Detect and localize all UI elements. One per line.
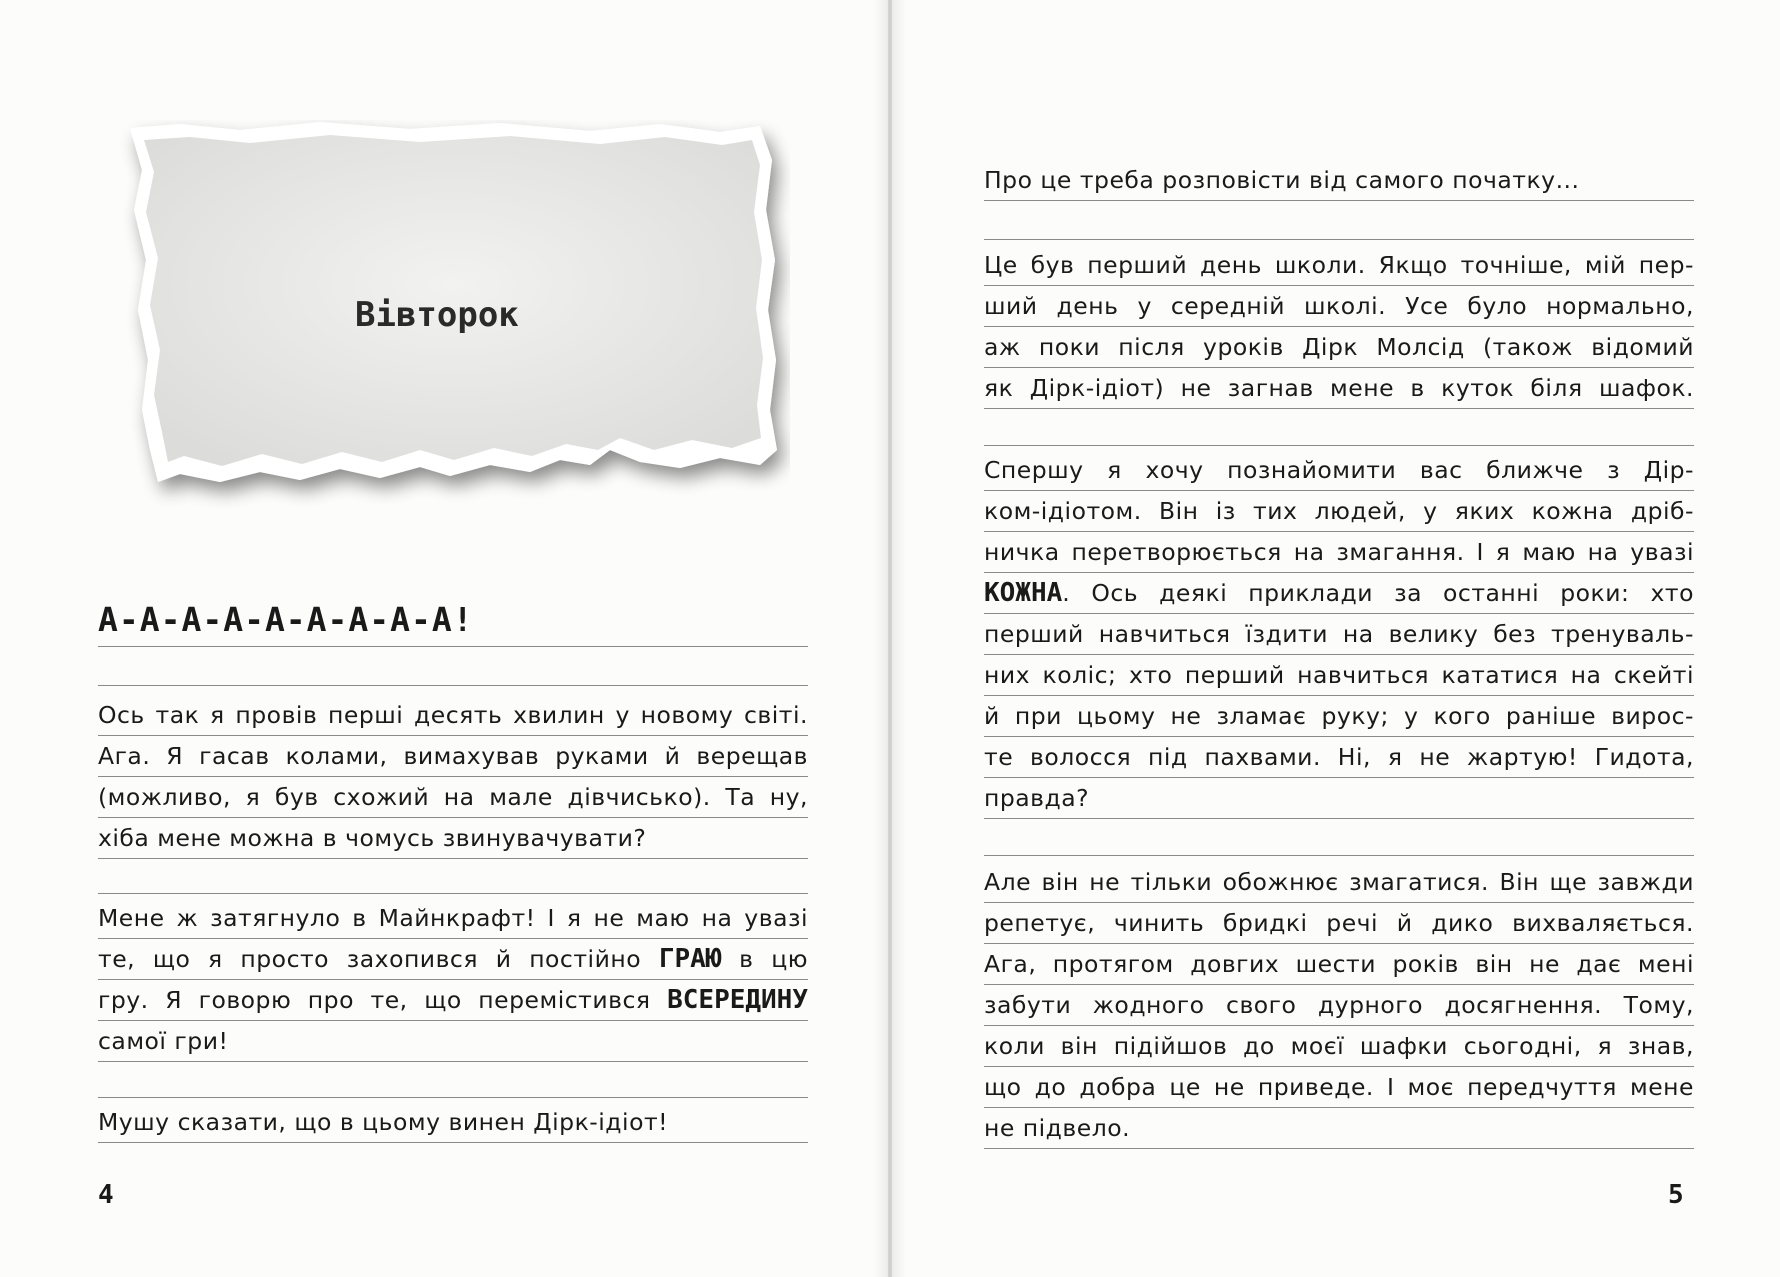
text-line: Це був перший день школи. Якщо точніше, мій пер- — [984, 245, 1694, 286]
left-page — [0, 0, 888, 1277]
text-line: репетує, чинить бридкі речі й дико вихваляється. — [984, 903, 1694, 944]
text-line: ший день у середній школі. Усе було нормально, — [984, 286, 1694, 327]
chapter-heading: А-А-А-А-А-А-А-А-А! — [98, 600, 474, 639]
text-line: самої гри! — [98, 1021, 808, 1062]
text-line: Ага, протягом довгих шести років він не дає мені — [984, 944, 1694, 985]
page-number: 5 — [1668, 1180, 1684, 1210]
heading-underline — [98, 645, 808, 647]
text-line: забути жодного свого дурного досягнення. Тому, — [984, 985, 1694, 1026]
page-number: 4 — [98, 1180, 114, 1210]
text-line: перший навчиться їздити на велику без тренуваль- — [984, 614, 1694, 655]
text-line — [984, 573, 1694, 614]
text-line: й при цьому не зламає руку; у кого раніше вирос- — [984, 696, 1694, 737]
text-line: (можливо, я був схожий на мале дівчисько). Та ну, — [98, 777, 808, 818]
text-line: хіба мене можна в чомусь звинувачувати? — [98, 818, 808, 859]
text-line: коли він підійшов до моєї шафки сьогодні, я знав, — [984, 1026, 1694, 1067]
text-segment: . Ось деякі приклади за останні роки: хто — [1062, 579, 1694, 607]
text-line: не підвело. — [984, 1108, 1694, 1149]
emphasis-word: ВСЕРЕДИНУ — [667, 985, 808, 1015]
text-segment: гру. Я говорю про те, що перемістився — [98, 986, 668, 1014]
rule-line — [98, 684, 808, 686]
rule-line — [98, 1096, 808, 1098]
text-line: Спершу я хочу познайомити вас ближче з Дір- — [984, 450, 1694, 491]
text-line — [98, 980, 808, 1021]
rule-line — [984, 854, 1694, 856]
text-line: Мушу сказати, що в цьому винен Дірк-ідіот! — [98, 1102, 808, 1143]
book-spine — [874, 0, 906, 1277]
text-line: ничка перетворюється на змагання. І я маю на увазі — [984, 532, 1694, 573]
text-segment: те, що я просто захопився й постійно — [98, 945, 659, 973]
chapter-title: Вівторок — [355, 295, 519, 335]
text-line: як Дірк-ідіот) не загнав мене в куток біля шафок. — [984, 368, 1694, 409]
text-segment: в цю — [721, 945, 808, 973]
text-line: те волосся під пахвами. Ні, я не жартую! Гидота, — [984, 737, 1694, 778]
text-line: ком-ідіотом. Він із тих людей, у яких кожна дріб- — [984, 491, 1694, 532]
text-line: Але він не тільки обожнює змагатися. Він ще завжди — [984, 862, 1694, 903]
rule-line — [98, 892, 808, 894]
emphasis-word: КОЖНА — [984, 578, 1063, 608]
text-line: що до добра це не приведе. І моє передчуття мене — [984, 1067, 1694, 1108]
text-line: Ось так я провів перші десять хвилин у новому світі. — [98, 695, 808, 736]
emphasis-word: ГРАЮ — [658, 944, 722, 974]
text-line: Про це треба розповісти від самого початку... — [984, 160, 1694, 201]
text-line: Ага. Я гасав колами, вимахував руками й верещав — [98, 736, 808, 777]
text-line: правда? — [984, 778, 1694, 819]
text-line — [98, 939, 808, 980]
text-line: них коліс; хто перший навчиться кататися на скейті — [984, 655, 1694, 696]
text-line: аж поки після уроків Дірк Молсід (також відомий — [984, 327, 1694, 368]
rule-line — [984, 444, 1694, 446]
right-page — [892, 0, 1780, 1277]
rule-line — [984, 238, 1694, 240]
text-line: Мене ж затягнуло в Майнкрафт! І я не маю на увазі — [98, 898, 808, 939]
